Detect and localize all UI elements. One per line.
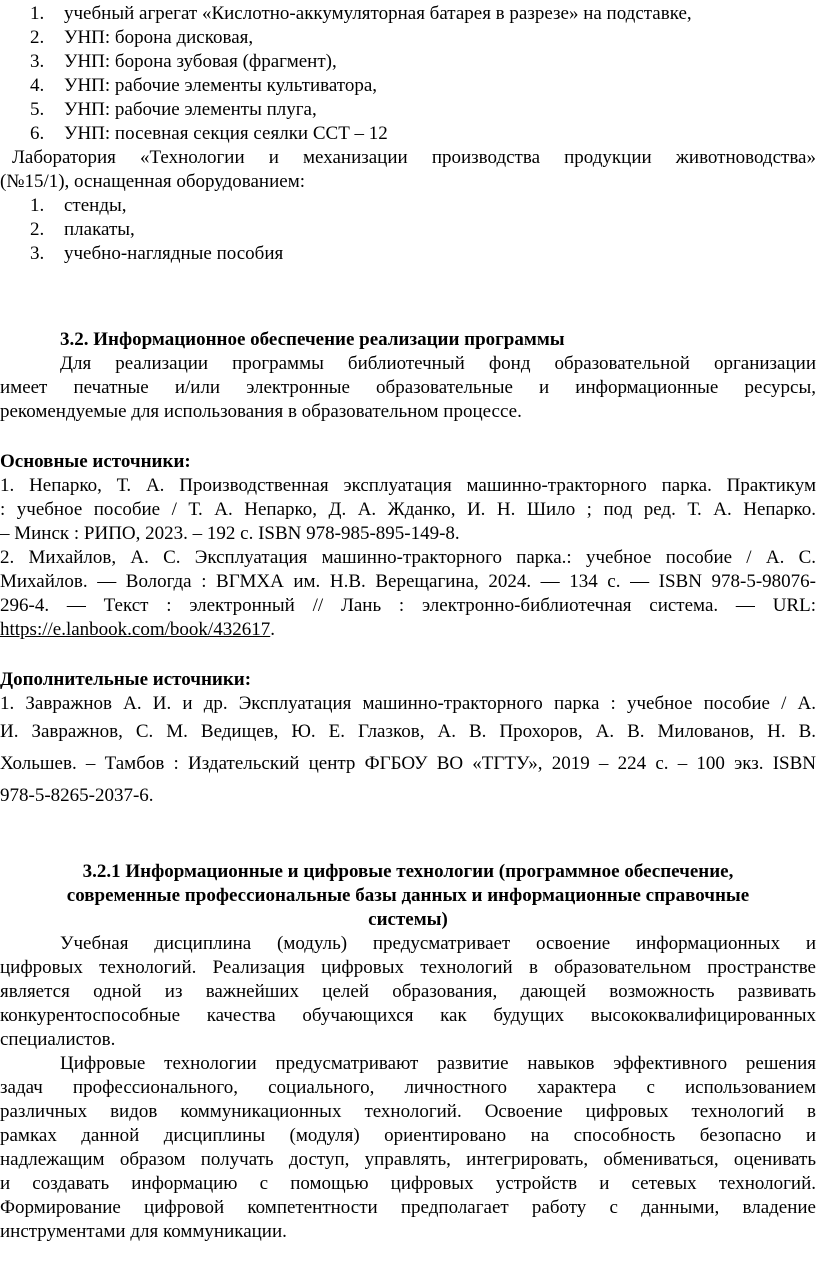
list-item: 6. УНП: посевная секция сеялки ССТ – 12 xyxy=(30,123,388,144)
lab-equipment-list xyxy=(0,194,816,266)
list-item: 2. плакаты, xyxy=(30,219,135,240)
reference-line: : учебное пособие / Т. А. Непарко, Д. А. Жданко, И. Н. Шило ; под ред. Т. А. Непарко. xyxy=(0,499,816,520)
section-heading: 3.2. Информационное обеспечение реализации программы xyxy=(60,329,565,350)
list-item: 1. учебный агрегат «Кислотно-аккумуляторная батарея в разрезе» на подставке, xyxy=(30,3,692,24)
paragraph-line: имеет печатные и/или электронные образовательные и информационные ресурсы, xyxy=(0,377,816,398)
paragraph-line: Формирование цифровой компетентности предполагает работу с данными, владение xyxy=(0,1197,816,1218)
reference-line: И. Завражнов, С. М. Ведищев, Ю. Е. Глазков, А. В. Прохоров, А. В. Милованов, Н. В. xyxy=(0,721,816,742)
paragraph-line: различных видов коммуникационных технологий. Освоение цифровых технологий в xyxy=(0,1101,816,1122)
section-heading: современные профессиональные базы данных и информационные справочные xyxy=(66,885,750,906)
reference-line: Хольшев. – Тамбов : Издательский центр ФГБОУ ВО «ТГТУ», 2019 – 224 с. – 100 экз. ISBN xyxy=(0,753,816,774)
paragraph-line: цифровых технологий. Реализация цифровых технологий в образовательном пространстве xyxy=(0,957,816,978)
extra-sources-heading: Дополнительные источники: xyxy=(0,669,252,690)
main-sources-heading: Основные источники: xyxy=(0,451,191,472)
reference-line: 2. Михайлов, А. С. Эксплуатация машинно-тракторного парка.: учебное пособие / А. С. xyxy=(0,547,816,568)
reference-line: 296-4. — Текст : электронный // Лань : электронно-библиотечная система. — URL: xyxy=(0,595,816,616)
paragraph-line: рамках данной дисциплины (модуля) ориентировано на способность безопасно и xyxy=(0,1125,816,1146)
reference-line: 1. Непарко, Т. А. Производственная эксплуатация машинно-тракторного парка. Практикум xyxy=(0,475,816,496)
reference-line: https://e.lanbook.com/book/432617. xyxy=(0,619,275,640)
document-page xyxy=(0,2,816,1244)
list-item: 4. УНП: рабочие элементы культиватора, xyxy=(30,75,378,96)
section-heading: системы) xyxy=(368,909,448,930)
reference-line: 1. Завражнов А. И. и др. Эксплуатация машинно-тракторного парка : учебное пособие / А. xyxy=(0,693,816,714)
paragraph-line: Учебная дисциплина (модуль) предусматривает освоение информационных и xyxy=(60,933,816,954)
paragraph-line: и создавать информацию с помощью цифровых устройств и сетевых технологий. xyxy=(0,1173,816,1194)
list-item: 2. УНП: борона дисковая, xyxy=(30,27,254,48)
reference-line: Михайлов. — Вологда : ВГМХА им. Н.В. Верещагина, 2024. — 134 с. — ISBN 978-5-98076- xyxy=(0,571,816,592)
paragraph-line: конкурентоспособные качества обучающихся как будущих высококвалифицированных xyxy=(0,1005,816,1026)
lab-paragraph-line: Лаборатория «Технологии и механизации производства продукции животноводства» xyxy=(12,147,816,168)
paragraph-line: инструментами для коммуникации. xyxy=(0,1221,287,1242)
list-item: 3. УНП: борона зубовая (фрагмент), xyxy=(30,51,337,72)
paragraph-line: рекомендуемые для использования в образовательном процессе. xyxy=(0,401,522,422)
paragraph-line: надлежащим образом получать доступ, управлять, интегрировать, обмениваться, оценивать xyxy=(0,1149,816,1170)
list-item: 3. учебно-наглядные пособия xyxy=(30,243,284,264)
paragraph-line: является одной из важнейших целей образования, дающей возможность развивать xyxy=(0,981,816,1002)
reference-line: – Минск : РИПО, 2023. – 192 с. ISBN 978-985-895-149-8. xyxy=(0,523,460,544)
section-heading: 3.2.1 Информационные и цифровые технологии (программное обеспечение, xyxy=(82,861,734,882)
reference-url-link[interactable]: https://e.lanbook.com/book/432617 xyxy=(0,619,271,640)
paragraph-line: Для реализации программы библиотечный фонд образовательной организации xyxy=(60,353,816,374)
equipment-list xyxy=(0,2,816,146)
paragraph-line: задач профессионального, социального, личностного характера с использованием xyxy=(0,1077,816,1098)
paragraph-line: Цифровые технологии предусматривают развитие навыков эффективного решения xyxy=(60,1053,816,1074)
list-item: 5. УНП: рабочие элементы плуга, xyxy=(30,99,317,120)
list-item: 1. стенды, xyxy=(30,195,127,216)
reference-line: 978-5-8265-2037-6. xyxy=(0,785,154,806)
paragraph-line: специалистов. xyxy=(0,1029,116,1050)
lab-paragraph-line: (№15/1), оснащенная оборудованием: xyxy=(0,171,306,192)
